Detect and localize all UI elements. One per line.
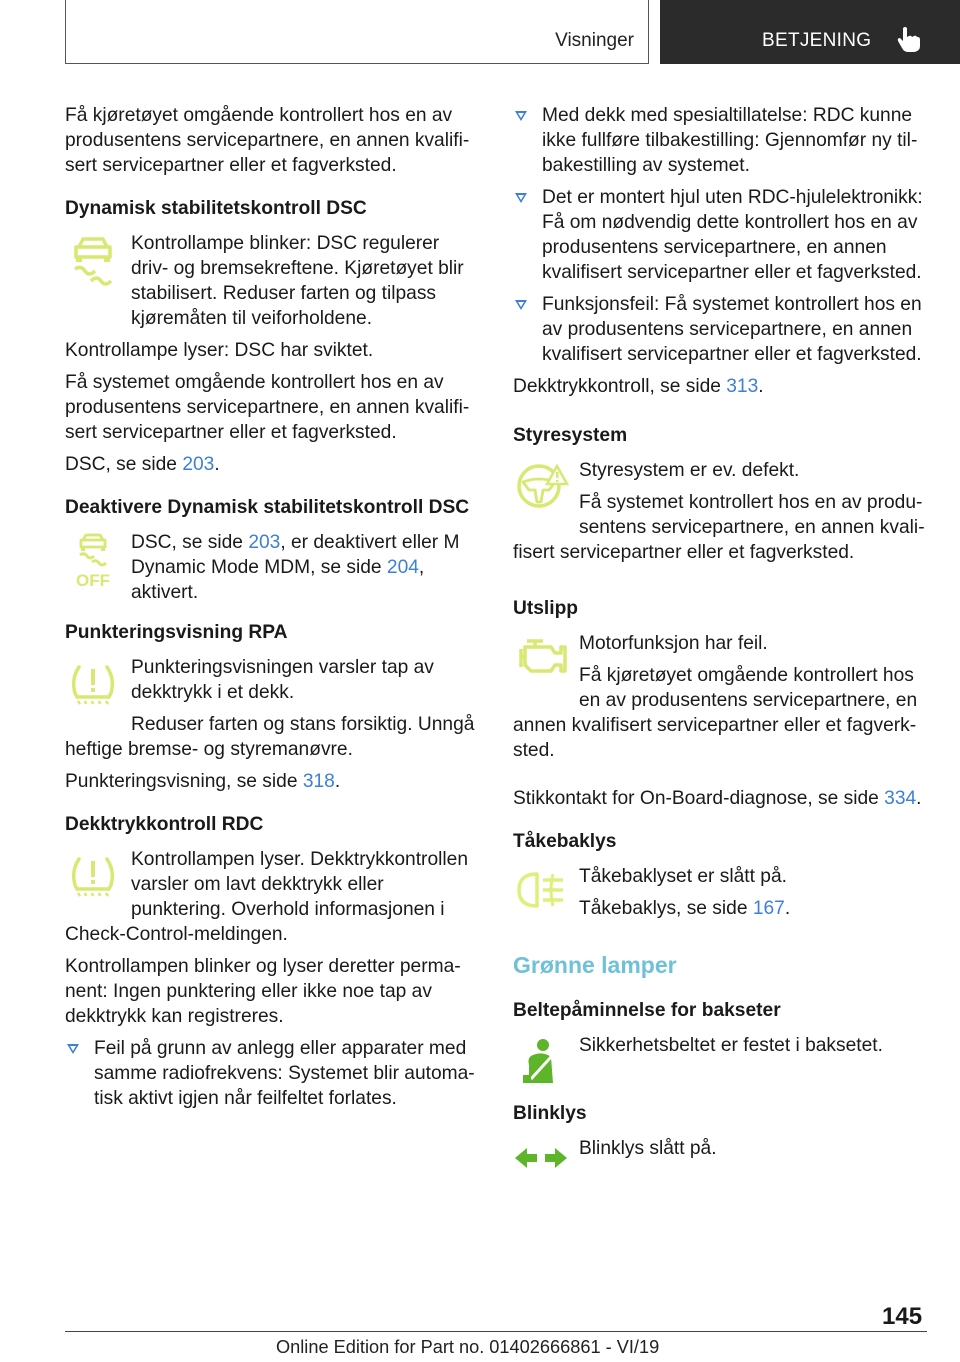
rdc-page-link[interactable]: 313 — [726, 376, 759, 397]
dsc-page-link[interactable]: 203 — [182, 454, 215, 475]
fog-block — [513, 864, 925, 928]
fog-ref: Tåkebaklys, se side 167. — [579, 898, 791, 919]
dsc-off-block — [65, 530, 479, 612]
dsc-text2: Kontrollampe lyser: DSC har sviktet. — [65, 340, 374, 361]
rpa-page-link[interactable]: 318 — [302, 771, 335, 792]
bullet-triangle-icon — [67, 1044, 79, 1054]
left-column — [65, 103, 479, 1118]
rpa-text1: Punkteringsvisningen varsler tap av dekktrykk i et dekk. — [131, 657, 434, 703]
obd-page-link[interactable]: 334 — [884, 788, 917, 809]
footer-edition: Online Edition for Part no. 01402666861 - VI/19 — [276, 1337, 660, 1357]
belt-block — [513, 1033, 925, 1095]
seatbelt-icon — [513, 1035, 579, 1095]
emission-ref: Stikkontakt for On-Board-diagnose, se side 334. — [513, 788, 922, 809]
rpa-text2: Reduser farten og stans forsiktig. Unngå heftige bremse- og styremanøvre. — [65, 714, 475, 760]
header-chapter-title: BETJENING — [762, 30, 872, 51]
dsc-text1: Kontrollampe blinker: DSC regulerer driv- og bremsekreftene. Kjøretøyet blir stabilisert. Reduser farten og tilpass kjøremåten til veiforholdene. — [131, 233, 464, 329]
rdc-block — [65, 847, 479, 954]
rdc-bullet-3: Det er montert hjul uten RDC-hjulelektronikk: Få om nødvendig dette kontrollert hos en av produsentens servicepartnere, en annen kvalifisert servicepartner eller et fagverksted. — [513, 185, 925, 285]
dsc-heading: Dynamisk stabilitetskontroll DSC — [65, 198, 367, 219]
right-column — [513, 103, 925, 1188]
bullet-triangle-icon — [515, 193, 527, 203]
bullet-triangle-icon — [515, 111, 527, 121]
page-number: 145 — [882, 1303, 923, 1330]
rpa-ref: Punkteringsvisning, se side 318. — [65, 771, 341, 792]
dsc-icon — [65, 233, 131, 309]
dsc-off-icon — [65, 532, 131, 608]
emission-text2: Få kjøretøyet omgående kontrollert hos en av produsentens servicepartnere, en annen kvalifisert servicepartner eller et fagverksted. — [513, 665, 918, 761]
rdc-text2: Kontrollampen blinker og lyser deretter permanent: Ingen punktering eller ikke noe tap av dekktrykk kan registreres. — [65, 956, 461, 1027]
emission-heading: Utslipp — [513, 598, 579, 619]
check-engine-icon — [513, 633, 579, 689]
fog-text1: Tåkebaklyset er slått på. — [579, 866, 787, 887]
rdc-bullet-2: Med dekk med spesialtillatelse: RDC kunne ikke fullføre tilbakestilling: Gjennomfør ny tilbakestilling av systemet. — [513, 103, 925, 178]
tire-pressure-warning-icon — [65, 657, 131, 713]
steering-text1: Styresystem er ev. defekt. — [579, 460, 800, 481]
svg-text:OFF: OFF — [76, 571, 110, 590]
steering-heading: Styresystem — [513, 425, 628, 446]
dsc-text3: Få systemet omgående kontrollert hos en av produsentens servicepartnere, en annen kvalifisert servicepartner eller et fagverksted. — [65, 372, 470, 443]
intro-text: Få kjøretøyet omgående kontrollert hos en av produsentens servicepartnere, en annen kvalifisert servicepartner eller et fagverksted. — [65, 105, 470, 176]
rdc-bullet-1: Feil på grunn av anlegg eller apparater med samme radiofrekvens: Systemet blir automatisk aktivt igjen når feilfeltet forlates. — [65, 1036, 479, 1111]
steering-block — [513, 458, 925, 572]
dsc-ref: DSC, se side 203. — [65, 454, 220, 475]
turn-block — [513, 1136, 925, 1188]
dsc-off-heading: Deaktivere Dynamisk stabilitetskontroll DSC — [65, 497, 470, 518]
fog-page-link[interactable]: 167 — [752, 898, 785, 919]
steering-wheel-warning-icon — [513, 460, 579, 520]
dsc-off-text: DSC, se side 203, er deaktivert eller M Dynamic Mode MDM, se side 204, aktivert. — [131, 532, 460, 603]
turn-signal-icon — [513, 1138, 579, 1188]
rpa-block — [65, 655, 479, 769]
rdc-ref: Dekktrykkontroll, se side 313. — [513, 376, 764, 397]
header-chapter-tab — [660, 0, 960, 64]
rdc-bullet-4: Funksjonsfeil: Få systemet kontrollert hos en av produsentens servicepartnere, en annen kvalifisert servicepartner eller et fagverksted. — [513, 292, 925, 367]
steering-text2: Få systemet kontrollert hos en av produsentens servicepartnere, en annen kvalifisert servicepartner eller et fagverksted. — [513, 492, 925, 563]
tire-pressure-rdc-icon — [65, 849, 131, 905]
header-section-title: Visninger — [555, 30, 634, 51]
hand-pointer-icon — [896, 25, 922, 53]
rear-fog-light-icon — [513, 866, 579, 922]
emission-text1: Motorfunksjon har feil. — [579, 633, 768, 654]
turn-heading: Blinklys — [513, 1103, 587, 1124]
dsc-off-page-link-2[interactable]: 204 — [386, 557, 419, 578]
bullet-triangle-icon — [515, 300, 527, 310]
belt-text1: Sikkerhetsbeltet er festet i baksetet. — [579, 1035, 883, 1056]
green-lamps-heading: Grønne lamper — [513, 952, 677, 978]
rpa-heading: Punkteringsvisning RPA — [65, 622, 288, 643]
belt-heading: Beltepåminnelse for bakseter — [513, 1000, 781, 1021]
fog-heading: Tåkebaklys — [513, 831, 617, 852]
rdc-heading: Dekktrykkontroll RDC — [65, 814, 264, 835]
turn-text1: Blinklys slått på. — [579, 1138, 717, 1159]
emission-block — [513, 631, 925, 770]
dsc-block — [65, 231, 479, 338]
header-section-box — [65, 0, 649, 64]
rdc-text1: Kontrollampen lyser. Dekktrykkontrollen varsler om lavt dekktrykk eller punktering. Overhold informasjonen i Check-Control-meldingen. — [65, 849, 468, 945]
footer-divider — [65, 1331, 927, 1332]
dsc-off-page-link-1[interactable]: 203 — [248, 532, 281, 553]
